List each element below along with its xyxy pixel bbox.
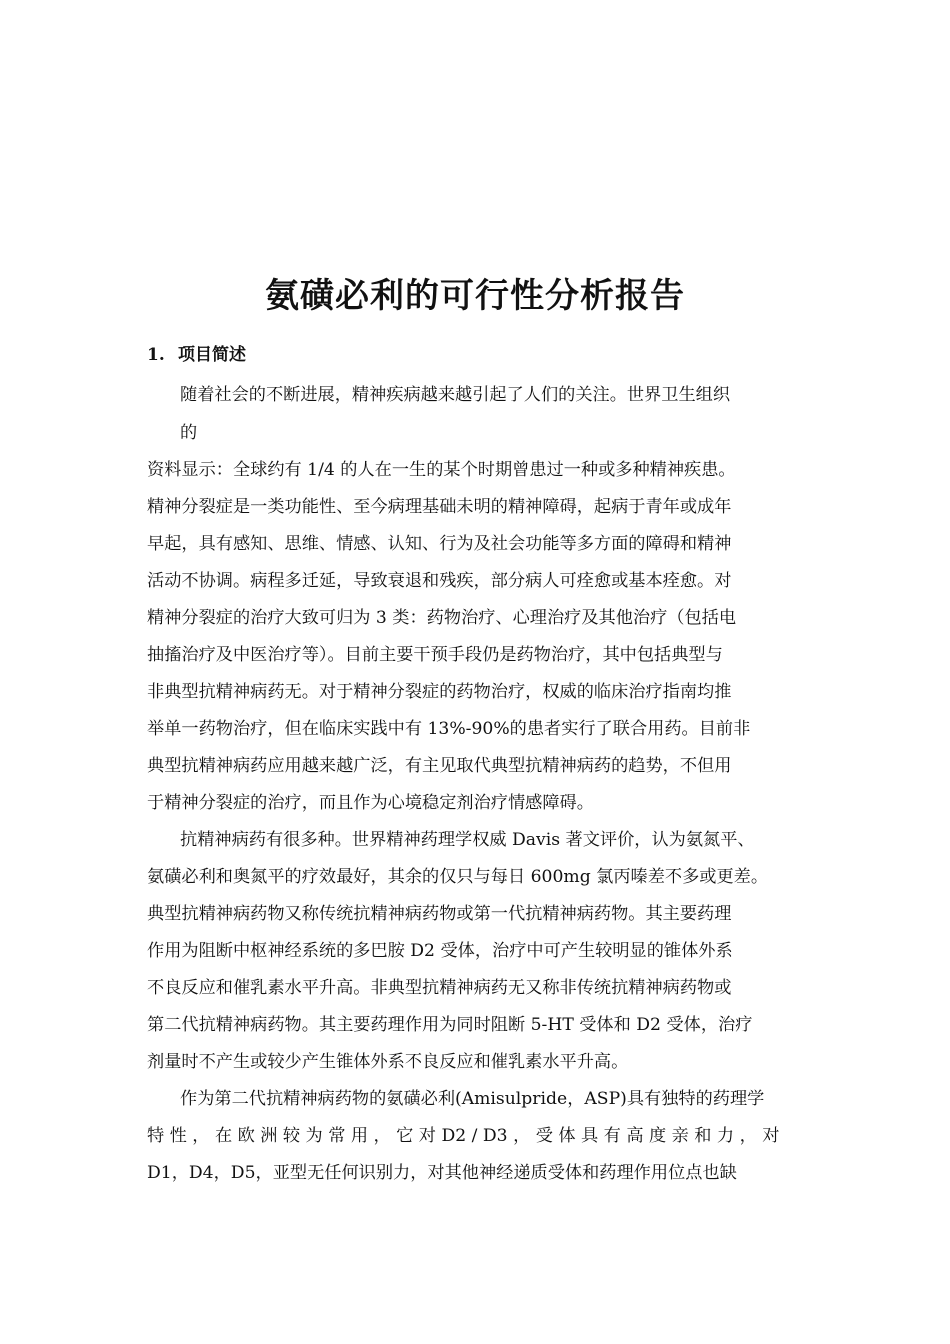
paragraph-line: 作为第二代抗精神病药物的氨磺必利(Amisulpride，ASP)具有独特的药理学 (180, 1089, 765, 1109)
paragraph-line: 资料显示：全球约有 1/4 的人在一生的某个时期曾患过一种或多种精神疾患。 (147, 460, 736, 480)
paragraph-line: 典型抗精神病药物又称传统抗精神病药物或第一代抗精神病药物。其主要药理 (147, 904, 732, 924)
paragraph-line: 作用为阻断中枢神经系统的多巴胺 D2 受体，治疗中可产生较明显的锥体外系 (147, 941, 733, 961)
paragraph-line: 剂量时不产生或较少产生锥体外系不良反应和催乳素水平升高。 (147, 1052, 629, 1072)
paragraph-line: 抽搐治疗及中医治疗等）。目前主要干预手段仍是药物治疗，其中包括典型与 (147, 645, 723, 665)
paragraph-line: 活动不协调。病程多迁延，导致衰退和残疾，部分病人可痊愈或基本痊愈。对 (147, 571, 732, 591)
paragraph-line: 第二代抗精神病药物。其主要药理作用为同时阻断 5-HT 受体和 D2 受体，治疗 (147, 1015, 753, 1035)
paragraph-line: 的 (180, 423, 198, 443)
paragraph-line: 抗精神病药有很多种。世界精神药理学权威 Davis 著文评价，认为氨氮平、 (180, 830, 755, 850)
paragraph-line: 非典型抗精神病药无。对于精神分裂症的药物治疗，权威的临床治疗指南均推 (147, 682, 732, 702)
paragraph-line: D1，D4，D5，亚型无任何识别力，对其他神经递质受体和药理作用位点也缺 (147, 1163, 737, 1183)
paragraph-line: 特 性 ， 在 欧 洲 较 为 常 用 ， 它 对 D2 / D3 ， 受 体 具 有 高 度 亲 和 力 ， 对 (147, 1126, 780, 1146)
paragraph-line: 不良反应和催乳素水平升高。非典型抗精神病药无又称非传统抗精神病药物或 (147, 978, 732, 998)
paragraph-line: 精神分裂症是一类功能性、至今病理基础未明的精神障碍，起病于青年或成年 (147, 497, 732, 517)
paragraph-line: 早起，具有感知、思维、情感、认知、行为及社会功能等多方面的障碍和精神 (147, 534, 732, 554)
paragraph-line: 随着社会的不断进展，精神疾病越来越引起了人们的关注。世界卫生组织 (180, 385, 731, 405)
section-title: 项目简述 (178, 345, 246, 365)
paragraph-line: 典型抗精神病药应用越来越广泛，有主见取代典型抗精神病药的趋势，不但用 (147, 756, 732, 776)
document-title: 氨磺必利的可行性分析报告 (265, 276, 685, 316)
section-heading (147, 340, 246, 365)
paragraph-line: 氨磺必利和奥氮平的疗效最好，其余的仅只与每日 600mg 氯丙嗪差不多或更差。 (147, 867, 769, 887)
paragraph-line: 举单一药物治疗，但在临床实践中有 13%-90%的患者实行了联合用药。目前非 (147, 719, 751, 739)
section-number: 1. (147, 345, 165, 365)
paragraph-line: 精神分裂症的治疗大致可归为 3 类：药物治疗、心理治疗及其他治疗（包括电 (147, 608, 737, 628)
paragraph-line: 于精神分裂症的治疗，而且作为心境稳定剂治疗情感障碍。 (147, 793, 594, 813)
